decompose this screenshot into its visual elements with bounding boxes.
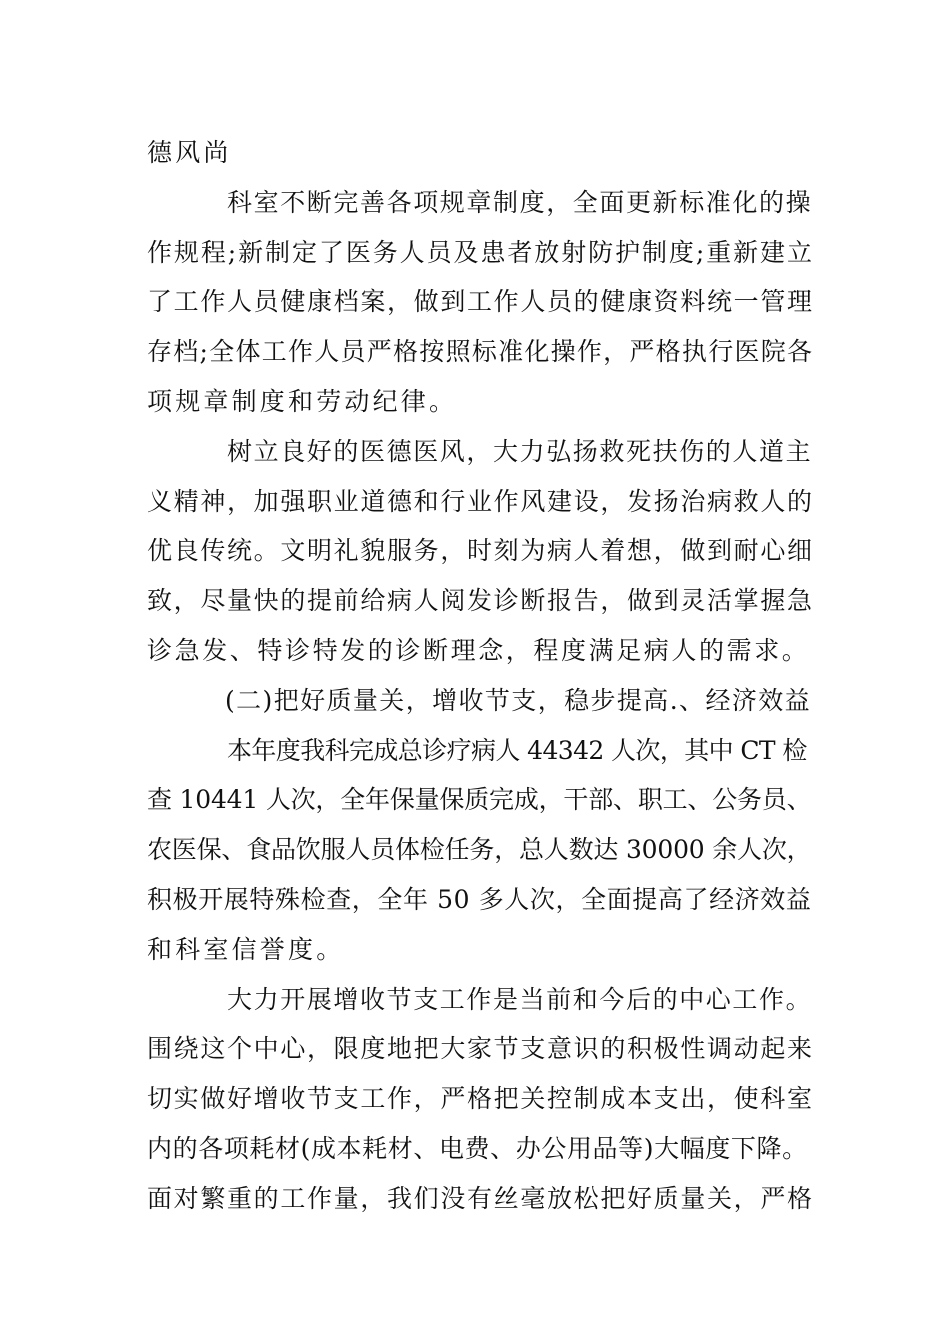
text-line: 优良传统。文明礼貌服务，时刻为病人着想，做到耐心细 [147,536,812,566]
text-line: 积极开展特殊检查，全年 50 多人次，全面提高了经济效益 [147,884,812,914]
text-line: 和科室信誉度。 [147,934,345,964]
paragraph-first-line: 科室不断完善各项规章制度，全面更新标准化的操 [227,187,813,217]
text-line: 作规程;新制定了医务人员及患者放射防护制度;重新建立 [147,237,812,267]
paragraph-first-line: 树立良好的医德医风，大力弘扬救死扶伤的人道主 [227,436,813,466]
text-line: 项规章制度和劳动纪律。 [147,386,458,416]
text-line: 面对繁重的工作量，我们没有丝毫放松把好质量关，严格 [147,1183,812,1213]
text-line: 围绕这个中心，限度地把大家节支意识的积极性调动起来 [147,1034,812,1064]
section-heading: (二)把好质量关，增收节支，稳步提高.、经济效益 [225,685,812,715]
text-line: 存档;全体工作人员严格按照标准化操作，严格执行医院各 [147,337,812,367]
text-line: 了工作人员健康档案，做到工作人员的健康资料统一管理 [147,287,812,317]
text-line: 义精神，加强职业道德和行业作风建设，发扬治病救人的 [147,486,812,516]
paragraph-first-line: 大力开展增收节支工作是当前和今后的中心工作。 [227,984,813,1014]
text-line: 切实做好增收节支工作，严格把关控制成本支出，使科室 [147,1084,812,1114]
text-line: 德风尚 [147,138,232,167]
text-line: 农医保、食品饮服人员体检任务，总人数达 30000 余人次， [147,835,812,865]
text-line: 内的各项耗材(成本耗材、电费、办公用品等)大幅度下降。 [147,1133,808,1163]
body-text [147,128,812,1224]
text-line: 诊急发、特诊特发的诊断理念，程度满足病人的需求。 [147,635,810,665]
text-line: 致，尽量快的提前给病人阅发诊断报告，做到灵活掌握急 [147,586,812,616]
text-line: 查 10441 人次，全年保量保质完成，干部、职工、公务员、 [147,785,812,815]
paragraph-first-line: 本年度我科完成总诊疗病人 44342 人次，其中 CT 检 [227,735,807,765]
